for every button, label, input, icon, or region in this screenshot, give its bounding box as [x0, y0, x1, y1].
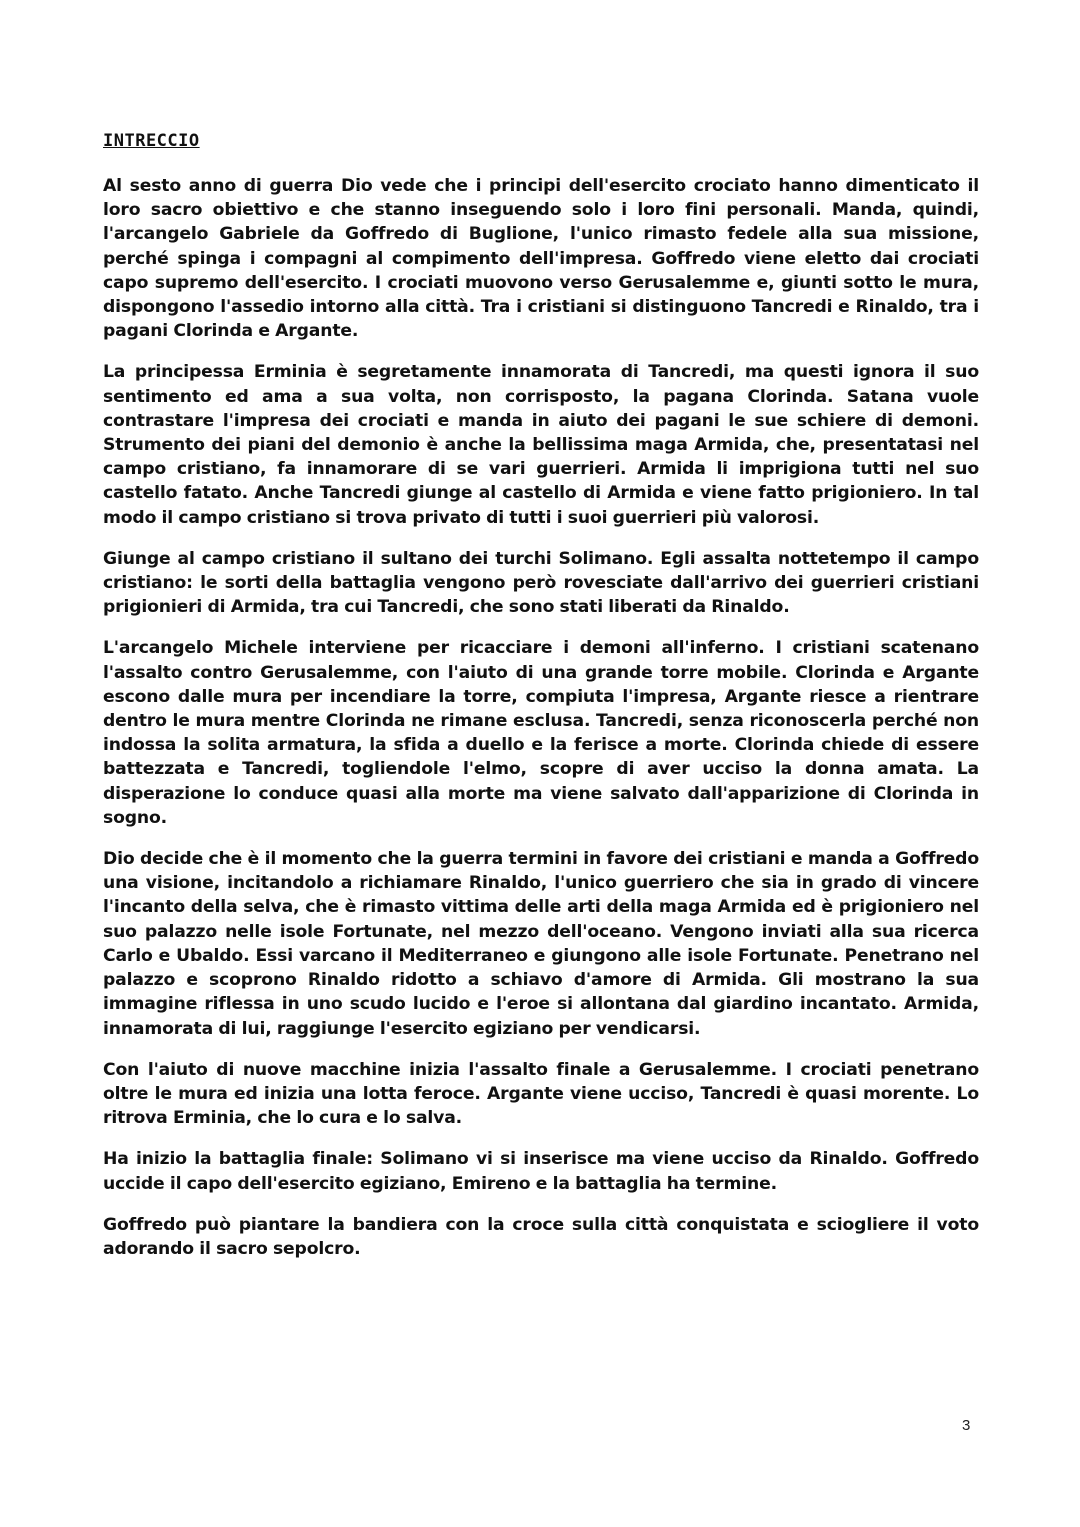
- paragraph-1: Al sesto anno di guerra Dio vede che i principi dell'esercito crociato hanno dimenticato il loro sacro obiettivo e che stanno inseguendo solo i loro fini personali. Manda, quindi, l'arcangelo Gabriele da Goffredo di Buglione, l'unico rimasto fedele alla sua missione, perché spinga i compagni al compimento dell'impresa. Goffredo viene eletto dai crociati capo supremo dell'esercito. I crociati muovono verso Gerusalemme e, giunti sotto le mura, dispongono l'assedio intorno alla città. Tra i cristiani si distinguono Tancredi e Rinaldo, tra i pagani Clorinda e Argante.: [103, 176, 979, 342]
- paragraph-4: L'arcangelo Michele interviene per ricacciare i demoni all'inferno. I cristiani scatenano l'assalto contro Gerusalemme, con l'aiuto di una grande torre mobile. Clorinda e Argante escono dalle mura per incendiare la torre, compiuta l'impresa, Argante riesce a rientrare dentro le mura mentre Clorinda ne rimane esclusa. Tancredi, senza riconoscerla perché non indossa la solita armatura, la sfida a duello e la ferisce a morte. Clorinda chiede di essere battezzata e Tancredi, togliendole l'elmo, scopre di aver ucciso la donna amata. La disperazione lo conduce quasi alla morte ma viene salvato dall'apparizione di Clorinda in sogno.: [103, 638, 979, 828]
- section-heading: INTRECCIO: [103, 131, 200, 151]
- page-content: [103, 130, 979, 1278]
- paragraph-5: Dio decide che è il momento che la guerra termini in favore dei cristiani e manda a Goffredo una visione, incitandolo a richiamare Rinaldo, l'unico guerriero che sia in grado di vincere l'incanto della selva, che è rimasto vittima delle arti della maga Armida ed è prigioniero nel suo palazzo nelle isole Fortunate, nel mezzo dell'oceano. Vengono inviati alla sua ricerca Carlo e Ubaldo. Essi varcano il Mediterraneo e giungono alle isole Fortunate. Penetrano nel palazzo e scoprono Rinaldo ridotto a schiavo d'amore di Armida. Gli mostrano la sua immagine riflessa in uno scudo lucido e l'eroe si allontana dal giardino incantato. Armida, innamorata di lui, raggiunge l'esercito egiziano per vendicarsi.: [103, 849, 979, 1039]
- paragraph-2: La principessa Erminia è segretamente innamorata di Tancredi, ma questi ignora il suo sentimento ed ama a sua volta, non corrisposto, la pagana Clorinda. Satana vuole contrastare l'impresa dei crociati e manda in aiuto dei pagani le sue schiere di demoni. Strumento dei piani del demonio è anche la bellissima maga Armida, che, presentatasi nel campo cristiano, fa innamorare di se vari guerrieri. Armida li imprigiona tutti nel suo castello fatato. Anche Tancredi giunge al castello di Armida e viene fatto prigioniero. In tal modo il campo cristiano si trova privato di tutti i suoi guerrieri più valorosi.: [103, 362, 979, 528]
- paragraph-6: Con l'aiuto di nuove macchine inizia l'assalto finale a Gerusalemme. I crociati penetrano oltre le mura ed inizia una lotta feroce. Argante viene ucciso, Tancredi è quasi morente. Lo ritrova Erminia, che lo cura e lo salva.: [103, 1059, 979, 1129]
- paragraph-8: Goffredo può piantare la bandiera con la croce sulla città conquistata e sciogliere il voto adorando il sacro sepolcro.: [103, 1214, 979, 1259]
- paragraph-7: Ha inizio la battaglia finale: Solimano vi si inserisce ma viene ucciso da Rinaldo. Goffredo uccide il capo dell'esercito egiziano, Emireno e la battaglia ha termine.: [103, 1149, 979, 1194]
- page-number: 3: [962, 1417, 971, 1434]
- paragraph-3: Giunge al campo cristiano il sultano dei turchi Solimano. Egli assalta nottetempo il campo cristiano: le sorti della battaglia vengono però rovesciate dall'arrivo dei guerrieri cristiani prigionieri di Armida, tra cui Tancredi, che sono stati liberati da Rinaldo.: [103, 548, 979, 618]
